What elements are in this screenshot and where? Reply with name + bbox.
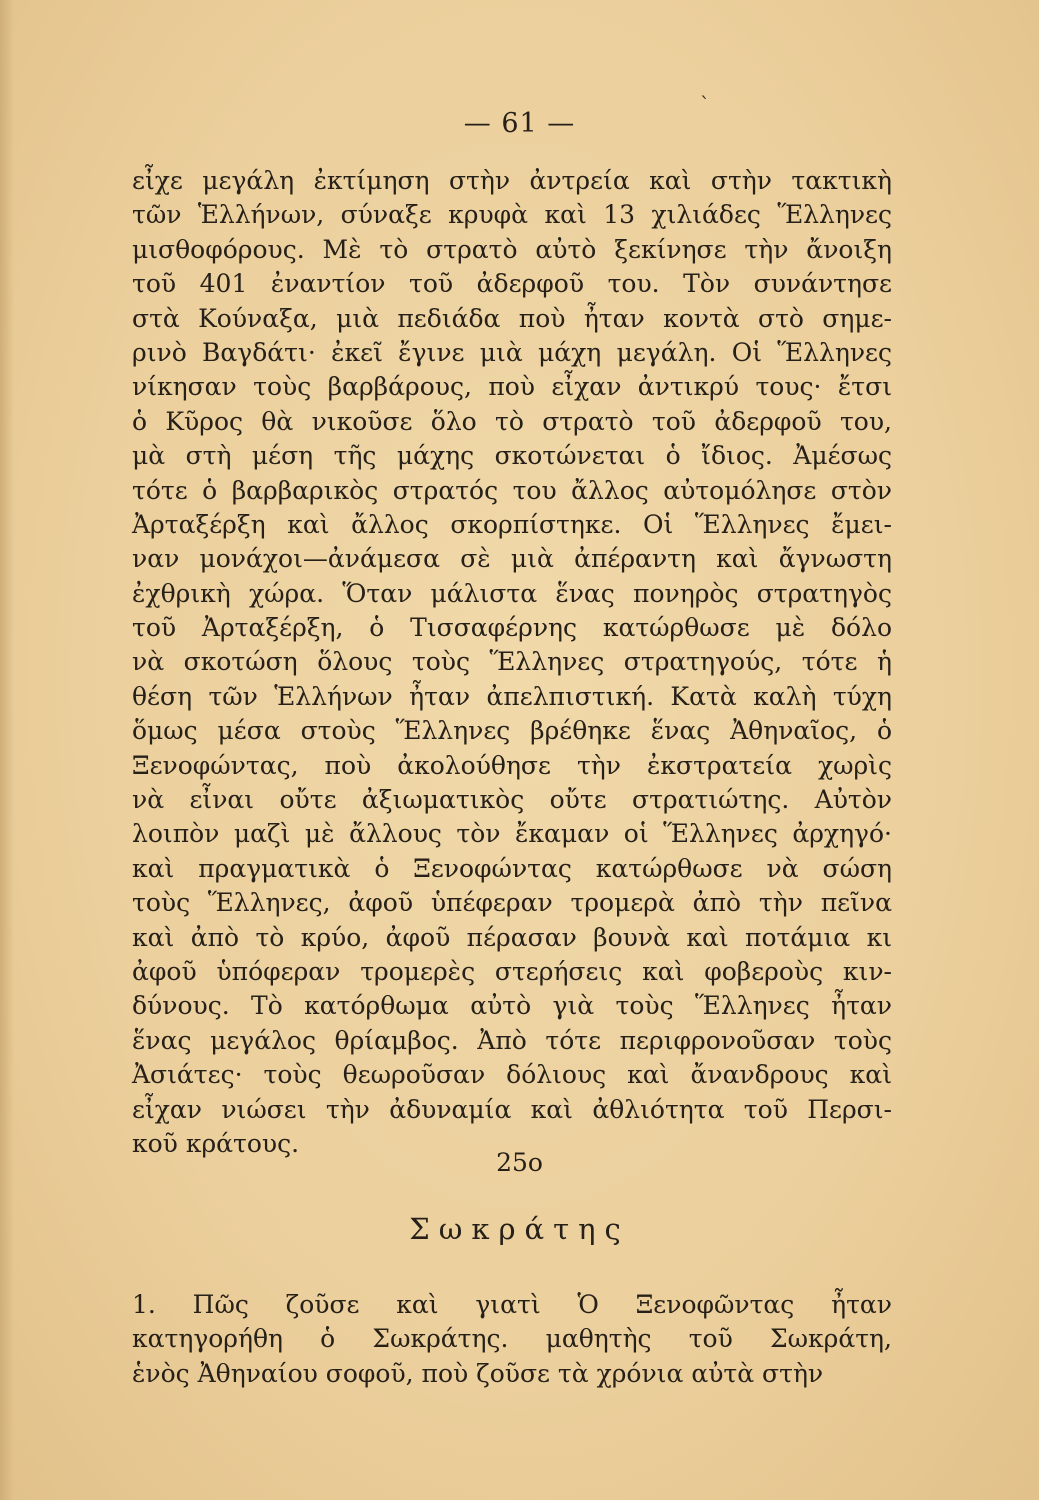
text-line: τῶν Ἑλλήνων, σύναξε κρυφὰ καὶ 13 χιλιάδες Ἕλληνες [132,200,892,230]
page-edge-shadow [0,0,14,1500]
text-line: λοιπὸν μαζὶ μὲ ἄλλους τὸν ἔκαμαν οἱ Ἕλληνες ἀρχηγό· [132,819,892,849]
text-line: νὰ σκοτώση ὅλους τοὺς Ἕλληνες στρατηγούς, τότε ἡ [132,647,892,677]
text-line: τότε ὁ βαρβαρικὸς στρατός του ἄλλος αὐτομόλησε στὸν [132,475,892,505]
text-line: Ἀσιάτες· τοὺς θεωροῦσαν δόλιους καὶ ἄνανδρους καὶ [132,1060,892,1090]
text-line: ὁ Κῦρος θὰ νικοῦσε ὅλο τὸ στρατὸ τοῦ ἀδερφοῦ του, [132,406,892,436]
text-line: ὅμως μέσα στοὺς Ἕλληνες βρέθηκε ἕνας Ἀθηναῖος, ὁ [132,716,892,746]
text-line: δύνους. Τὸ κατόρθωμα αὐτὸ γιὰ τοὺς Ἕλληνες ἦταν [132,991,892,1021]
text-line: ρινὸ Βαγδάτι· ἐκεῖ ἔγινε μιὰ μάχη μεγάλη. Οἱ Ἕλληνες [132,337,892,367]
text-line: ἑνὸς Ἀθηναίου σοφοῦ, ποὺ ζοῦσε τὰ χρόνια αὐτὰ στὴν [132,1358,824,1388]
section-text [132,1288,892,1391]
text-line: ἀφοῦ ὑπόφεραν τρομερὲς στερήσεις καὶ φοβεροὺς κιν- [132,956,892,986]
text-line: Ξενοφώντας, ποὺ ἀκολούθησε τὴν ἐκστρατεία χωρὶς [132,750,892,780]
text-line: ἐχθρικὴ χώρα. Ὅταν μάλιστα ἕνας πονηρὸς στρατηγὸς [132,578,892,608]
paragraph-text [132,164,892,1161]
text-line: καὶ πραγματικὰ ὁ Ξενοφώντας κατώρθωσε νὰ σώση [132,853,892,883]
text-line: 1. Πῶς ζοῦσε καὶ γιατὶ Ὁ Ξενοφῶντας ἦταν [132,1290,892,1319]
chapter-number: 25ο [496,1148,543,1177]
ink-mark: ˋ [700,92,710,116]
page-number: — 61 — [463,108,576,139]
text-line: τοὺς Ἕλληνες, ἀφοῦ ὑπέφεραν τρομερὰ ἀπὸ τὴν πεῖνα [132,888,892,918]
text-line: ναν μονάχοι—ἀνάμεσα σὲ μιὰ ἀπέραντη καὶ ἄγνωστη [132,544,892,574]
text-line: μὰ στὴ μέση τῆς μάχης σκοτώνεται ὁ ἴδιος. Ἀμέσως [132,441,892,471]
text-line: νὰ εἶναι οὔτε ἀξιωματικὸς οὔτε στρατιώτης. Αὐτὸν [132,785,892,815]
text-line: τοῦ 401 ἐναντίον τοῦ ἀδερφοῦ του. Τὸν συνάντησε [132,269,892,299]
text-line: στὰ Κούναξα, μιὰ πεδιάδα ποὺ ἦταν κοντὰ στὸ σημε- [132,303,892,333]
text-line: νίκησαν τοὺς βαρβάρους, ποὺ εἶχαν ἀντικρύ τους· ἔτσι [132,372,892,402]
text-line: καὶ ἀπὸ τὸ κρύο, ἀφοῦ πέρασαν βουνὰ καὶ ποτάμια κι [132,922,892,952]
text-line: εἶχε μεγάλη ἐκτίμηση στὴν ἀντρεία καὶ στὴν τακτικὴ [132,166,892,195]
text-line: εἶχαν νιώσει τὴν ἀδυναμία καὶ ἀθλιότητα τοῦ Περσι- [132,1094,892,1124]
text-line: κοῦ κράτους. [132,1128,300,1158]
text-line: τοῦ Ἀρταξέρξη, ὁ Τισσαφέρνης κατώρθωσε μὲ δόλο [132,613,892,643]
text-line: μισθοφόρους. Μὲ τὸ στρατὸ αὐτὸ ξεκίνησε τὴν ἄνοιξη [132,234,892,264]
chapter-title: Σωκράτης [409,1212,630,1246]
text-line: Ἀρταξέρξη καὶ ἄλλος σκορπίστηκε. Οἱ Ἕλληνες ἔμει- [132,509,892,539]
text-line: ἕνας μεγάλος θρίαμβος. Ἀπὸ τότε περιφρονοῦσαν τοὺς [132,1025,892,1055]
text-line: κατηγορήθη ὁ Σωκράτης. μαθητὴς τοῦ Σωκράτη, [132,1324,892,1354]
text-line: θέση τῶν Ἑλλήνων ἦταν ἀπελπιστική. Κατὰ καλὴ τύχη [132,681,892,711]
